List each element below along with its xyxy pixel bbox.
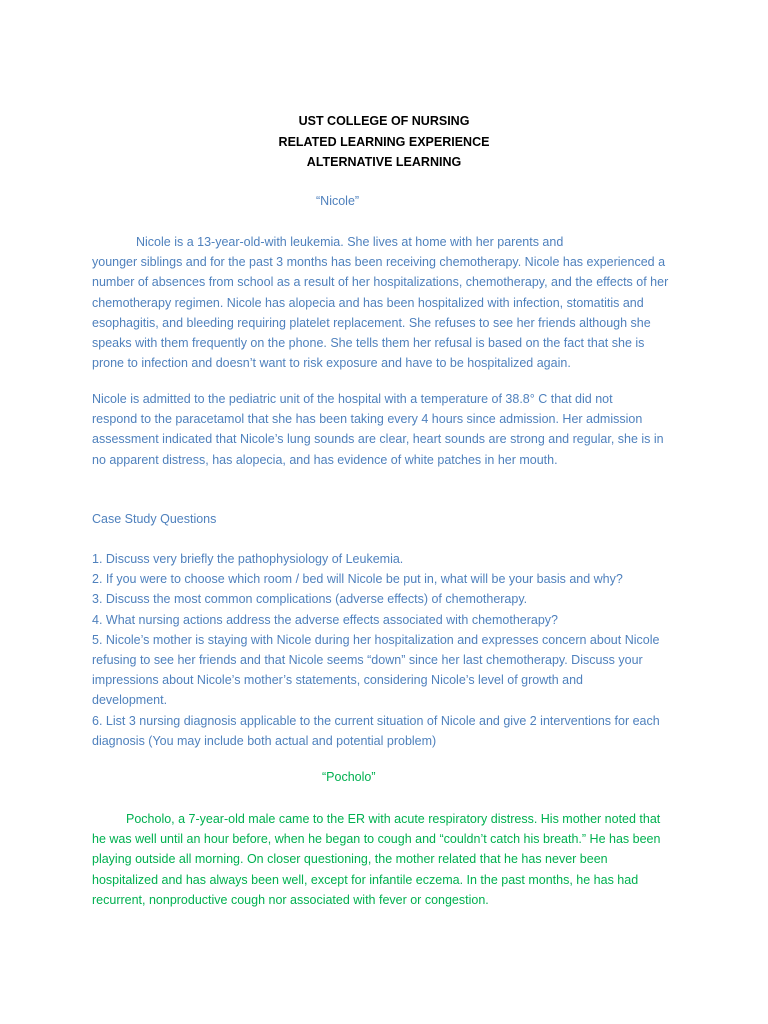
text-line: hospitalized and has always been well, except for infantile eczema. In the past months, he has had	[92, 872, 639, 887]
list-item: 2. If you were to choose which room / bed will Nicole be put in, what will be your basis and why?	[92, 572, 623, 587]
text-line: Nicole is admitted to the pediatric unit of the hospital with a temperature of 38.8° C that did not	[92, 392, 613, 406]
text-line: speaks with them frequently on the phone. She tells them her refusal is based on the fact that she is	[92, 335, 645, 350]
list-item: 3. Discuss the most common complications (adverse effects) of chemotherapy.	[92, 592, 528, 607]
list-item: 6. List 3 nursing diagnosis applicable to the current situation of Nicole and give 2 interventions for each	[92, 713, 660, 728]
case2-paragraph-1	[92, 809, 692, 910]
case1-title: “Nicole”	[316, 194, 360, 208]
text-line: chemotherapy regimen. Nicole has alopecia and has been hospitalized with infection, stomatitis and	[92, 295, 644, 310]
case1-paragraph-1	[92, 232, 692, 373]
text-line: he was well until an hour before, when he began to cough and “couldn’t catch his breath.” He has been	[92, 832, 661, 847]
list-item: 4. What nursing actions address the adverse effects associated with chemotherapy?	[92, 612, 558, 627]
list-item: 1. Discuss very briefly the pathophysiology of Leukemia.	[92, 552, 404, 566]
text-line: playing outside all morning. On closer questioning, the mother related that he has never been	[92, 852, 608, 867]
text-line: esophagitis, and bleeding requiring platelet replacement. She refuses to see her friends although she	[92, 315, 651, 330]
text-line: respond to the paracetamol that she has been taking every 4 hours since admission. Her admission	[92, 412, 643, 427]
text-line: younger siblings and for the past 3 months has been receiving chemotherapy. Nicole has experienced a	[92, 255, 666, 270]
list-item: diagnosis (You may include both actual and potential problem)	[92, 733, 437, 748]
text-line: prone to infection and doesn’t want to risk exposure and have to be hospitalized again.	[92, 356, 571, 371]
case1-paragraph-2	[92, 389, 692, 470]
text-line: Nicole is a 13-year-old-with leukemia. She lives at home with her parents and	[136, 235, 564, 249]
list-item: refusing to see her friends and that Nicole seems “down” since her last chemotherapy. Discuss your	[92, 652, 643, 667]
case2-title: “Pocholo”	[322, 770, 376, 784]
text-line: recurrent, nonproductive cough nor associated with fever or congestion.	[92, 892, 489, 907]
questions-heading: Case Study Questions	[92, 512, 217, 526]
questions-list	[92, 549, 692, 751]
text-line: number of absences from school as a result of her hospitalizations, chemotherapy, and the effects of her	[92, 275, 669, 290]
list-item: development.	[92, 693, 168, 708]
list-item: 5. Nicole’s mother is staying with Nicole during her hospitalization and expresses concern about Nicole	[92, 632, 660, 647]
text-line: no apparent distress, has alopecia, and has evidence of white patches in her mouth.	[92, 452, 558, 467]
text-line: assessment indicated that Nicole’s lung sounds are clear, heart sounds are strong and regular, she is in	[92, 432, 664, 447]
header-school: UST COLLEGE OF NURSING	[298, 114, 470, 128]
header-subtitle: ALTERNATIVE LEARNING	[306, 155, 462, 169]
text-line: Pocholo, a 7-year-old male came to the ER with acute respiratory distress. His mother noted that	[126, 812, 661, 826]
header-course: RELATED LEARNING EXPERIENCE	[278, 135, 490, 149]
list-item: impressions about Nicole’s mother’s statements, considering Nicole’s level of growth and	[92, 673, 583, 688]
